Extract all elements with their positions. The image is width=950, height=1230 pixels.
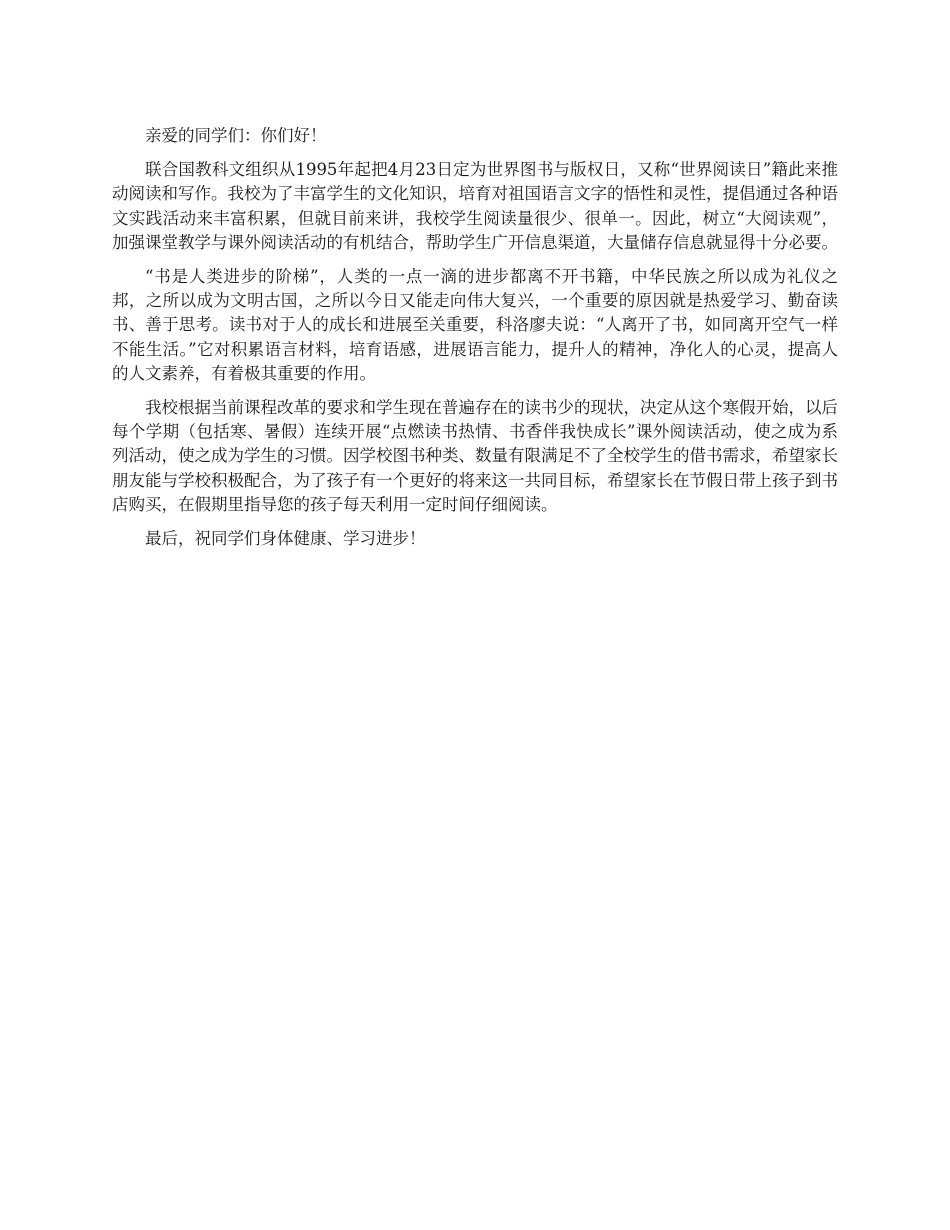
document-body bbox=[112, 124, 838, 561]
paragraph-world-book-day: 联合国教科文组织从1995年起把4月23日定为世界图书与版权日，又称“世界阅读日”籍此来推动阅读和写作。我校为了丰富学生的文化知识，培育对祖国语言文字的悟性和灵性，提倡通过各种语文实践活动来丰富积累，但就目前来讲，我校学生阅读量很少、很单一。因此，树立“大阅读观”，加强课堂教学与课外阅读活动的有机结合，帮助学生广开信息渠道，大量储存信息就显得十分必要。 bbox=[112, 160, 838, 252]
paragraph-reading-activity: 我校根据当前课程改革的要求和学生现在普遍存在的读书少的现状，决定从这个寒假开始，以后每个学期（包括寒、暑假）连续开展“点燃读书热情、书香伴我快成长”课外阅读活动，使之成为系列活动，使之成为学生的习惯。因学校图书种类、数量有限满足不了全校学生的借书需求，希望家长朋友能与学校积极配合，为了孩子有一个更好的将来这一共同目标，希望家长在节假日带上孩子到书店购买，在假期里指导您的孩子每天利用一定时间仔细阅读。 bbox=[112, 398, 838, 514]
paragraph-books-progress: “书是人类进步的阶梯”，人类的一点一滴的进步都离不开书籍，中华民族之所以成为礼仪之邦，之所以成为文明古国，之所以今日又能走向伟大复兴，一个重要的原因就是热爱学习、勤奋读书、善于思考。读书对于人的成长和进展至关重要，科洛廖夫说：“人离开了书，如同离开空气一样不能生活。”它对积累语言材料，培育语感，进展语言能力，提升人的精神，净化人的心灵，提高人的人文素养，有着极其重要的作用。 bbox=[112, 267, 838, 383]
closing-wish: 最后，祝同学们身体健康、学习进步！ bbox=[145, 529, 426, 549]
greeting: 亲爱的同学们：你们好！ bbox=[145, 126, 327, 145]
